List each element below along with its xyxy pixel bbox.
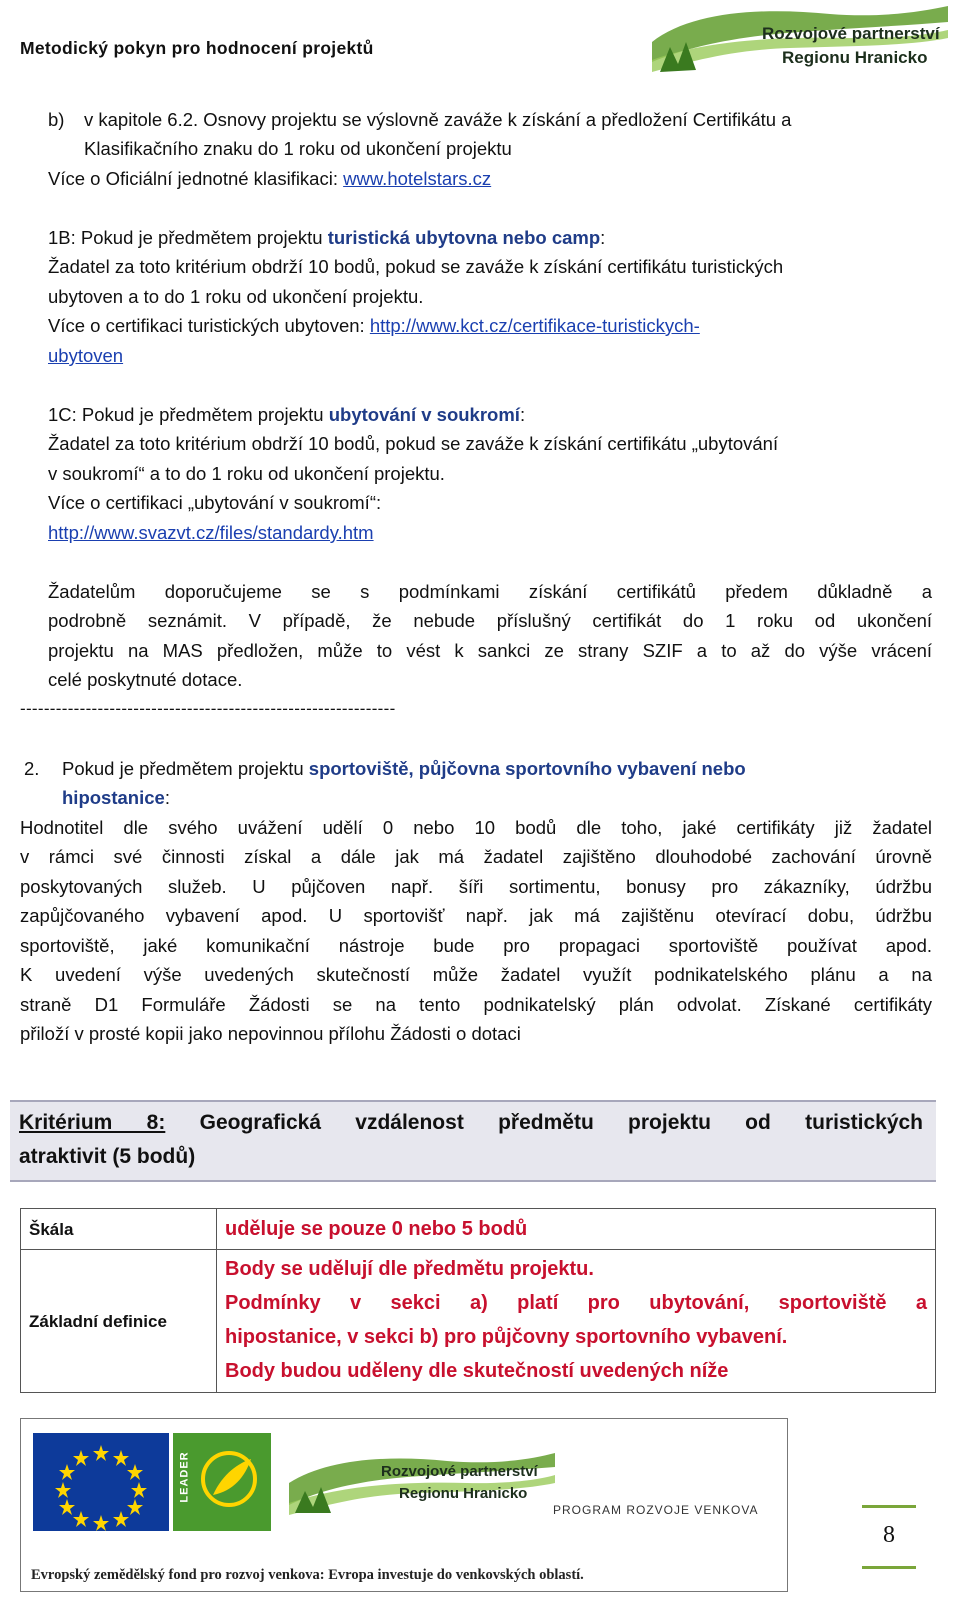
criterion-title-rest: Geografická vzdálenost předmětu projektu od turistických [199,1111,924,1134]
section-1b-colon: : [600,227,606,248]
section-1b-highlight: turistická ubytovna nebo camp [327,227,601,248]
item-b-line2: Klasifikačního znaku do 1 roku od ukončení projektu [84,138,512,159]
section-1b-line4 [48,313,700,339]
section-1c-line4: Více o certifikaci „ubytování v soukromí“: [48,492,382,513]
criterion-box [10,1100,936,1182]
item-2-line: v rámci své činnosti získal a dále jak má žadatel zajištěno dlouhodobé zachování úrovně [20,846,932,867]
page-number: 8 [883,1522,895,1548]
recommendation-line4: celé poskytnuté dotace. [48,669,243,690]
section-1c-lead: 1C: Pokud je předmětem projektu [48,404,329,425]
header-logo-line1: Rozvojové partnerství [762,24,940,43]
table-row [21,1209,936,1250]
recommendation-line1: Žadatelům doporučujeme se s podmínkami získání certifikátů předem důkladně a [48,581,932,602]
footer-logo-line2: Regionu Hranicko [399,1485,528,1502]
item-b-line1: v kapitole 6.2. Osnovy projektu se výslovně zaváže k získání a předložení Certifikátu a [84,109,792,130]
section-1b-line2: Žadatel za toto kritérium obdrží 10 bodů, pokud se zaváže k získání certifikátu turistických [48,256,784,277]
table-cell-value [217,1250,936,1393]
footer-tagline: Evropský zemědělský fond pro rozvoj venkova: Evropa investuje do venkovských oblastí. [31,1567,584,1583]
item-2-line: straně D1 Formuláře Žádosti se na tento podnikatelský plán odvolat. Získané certifikáty [20,994,932,1015]
item-2-lead: Pokud je předmětem projektu [62,758,309,779]
section-1c-heading [48,402,525,428]
header-logo-line2: Regionu Hranicko [782,48,928,67]
footer-regional-logo [287,1447,557,1527]
item-2-last-line: přiloží v prosté kopii jako nepovinnou přílohu Žádosti o dotaci [20,1023,521,1044]
scale-value: uděluje se pouze 0 nebo 5 bodů [225,1217,528,1240]
table-cell-value [217,1209,936,1250]
item-b-marker: b) [48,109,65,130]
footer-box [20,1418,788,1592]
definition-line: hipostanice, v sekci b) pro půjčovny sportovního vybavení. [225,1326,788,1348]
criterion-title-line1 [19,1108,923,1138]
item-2-highlight1: sportoviště, půjčovna sportovního vybavení nebo [308,758,746,779]
item-2-line: poskytovaných služeb. U půjčoven např. šíři sortimentu, bonusy pro zákazníky, údržbu [20,876,932,897]
table-row [21,1250,936,1393]
criterion-title-line2: atraktivit (5 bodů) [19,1145,196,1168]
item-2-heading [62,756,746,782]
section-1c-colon: : [519,404,526,425]
hotelstars-link[interactable]: www.hotelstars.cz [343,168,492,189]
section-1b-lead: 1B: Pokud je předmětem projektu [48,227,328,248]
program-label: PROGRAM ROZVOJE VENKOVA [553,1503,759,1517]
leader-logo-icon [173,1433,271,1531]
recommendation-line2: podrobně seznámit. V případě, že nebude příslušný certifikát do 1 roku od ukončení [48,610,932,631]
svazvt-link[interactable]: http://www.svazvt.cz/files/standardy.htm [48,522,374,543]
footer-logo-line1: Rozvojové partnerství [381,1463,538,1480]
item-b-line3-prefix: Více o Oficiální jednotné klasifikaci: [48,168,344,189]
section-1c-line3: v soukromí“ a to do 1 roku od ukončení projektu. [48,463,445,484]
criterion-label: Kritérium 8: [19,1111,166,1134]
item-2-highlight2: hipostanice [62,787,165,808]
definition-line: Body budou uděleny dle skutečností uvedených níže [225,1360,729,1382]
definition-line: Podmínky v sekci a) platí pro ubytování, sportoviště a [225,1292,927,1314]
section-1b-line4-prefix: Více o certifikaci turistických ubytoven: [48,315,370,336]
item-2-number: 2. [24,758,40,779]
recommendation-line3: projektu na MAS předložen, může to vést k sankci ze strany SZIF a to až do výše vrácení [48,640,932,661]
item-2-line: Hodnotitel dle svého uvážení udělí 0 nebo 10 bodů dle toho, jaké certifikáty již žadatel [20,817,932,838]
definition-line: Body se udělují dle předmětu projektu. [225,1258,594,1280]
page-header-title: Metodický pokyn pro hodnocení projektů [20,38,374,58]
page-number-box [862,1505,916,1569]
item-2-heading-line2 [62,785,170,811]
item-2-line: sportoviště, jaké komunikační nástroje bude pro propagaci sportoviště používat apod. [20,935,932,956]
kct-link-part1[interactable]: http://www.kct.cz/certifikace-turistickych- [369,315,700,336]
section-1b-heading [48,225,605,251]
section-1c-highlight: ubytování v soukromí [328,404,520,425]
section-1b-line3: ubytoven a to do 1 roku od ukončení projektu. [48,286,424,307]
scale-label: Škála [29,1220,74,1239]
header-logo [650,2,950,82]
dashed-separator: --------------------------------------------------------------- [20,699,396,718]
kct-link-part2[interactable]: ubytoven [48,345,124,366]
table-cell-label [21,1209,217,1250]
item-2-line: zapůjčovaného vybavení apod. U sportovišť např. jak má zajištěnu otevírací dobu, údržbu [20,905,932,926]
table-cell-label [21,1250,217,1393]
item-2-colon: : [164,787,170,808]
eu-flag-icon [33,1433,169,1531]
item-2-line: K uvedení výše uvedených skutečností může žadatel využít podnikatelského plánu a na [20,964,932,985]
section-1c-line2: Žadatel za toto kritérium obdrží 10 bodů, pokud se zaváže k získání certifikátu „ubytování [48,433,779,454]
item-b-line3 [48,166,491,192]
definition-label: Základní definice [29,1312,167,1331]
leader-text: LEADER [178,1451,191,1503]
criteria-table [20,1208,936,1393]
